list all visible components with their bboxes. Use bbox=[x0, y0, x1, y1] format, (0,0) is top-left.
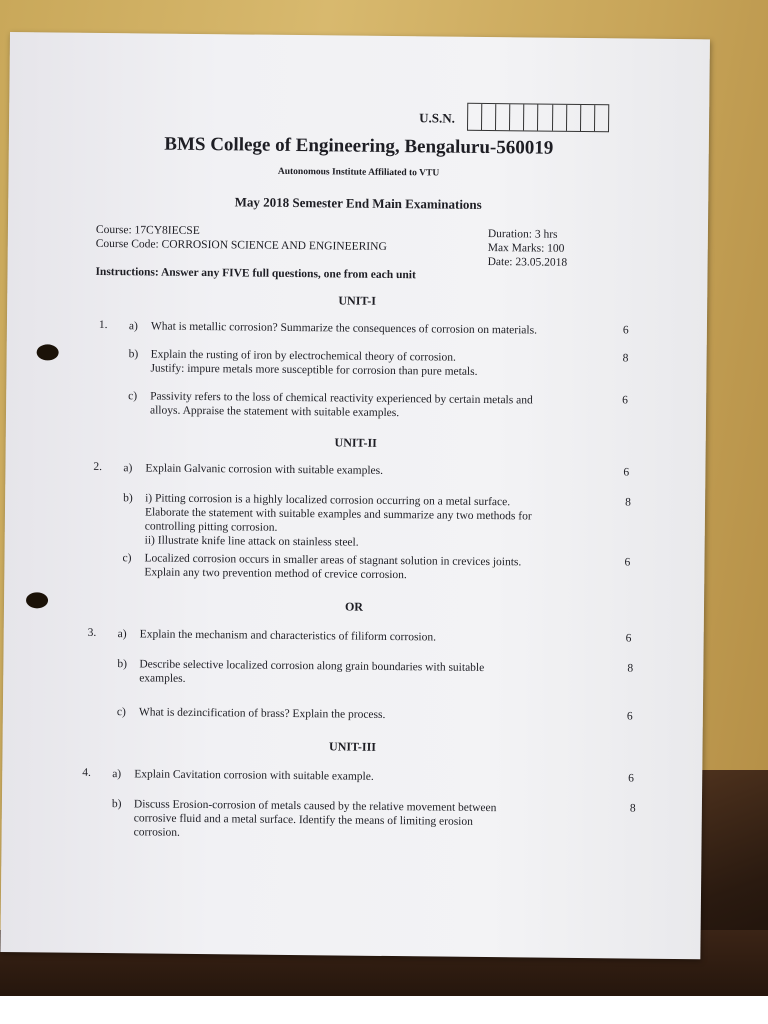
college-title: BMS College of Engineering, Bengaluru-560019 bbox=[164, 133, 554, 159]
marks-4b: 8 bbox=[629, 802, 636, 815]
marks-2b: 8 bbox=[625, 496, 631, 509]
affiliation: Autonomous Institute Affiliated to VTU bbox=[277, 166, 440, 179]
bottom-margin bbox=[0, 996, 768, 1024]
marks-2a: 6 bbox=[623, 466, 630, 479]
unit-1-heading: UNIT-I bbox=[338, 293, 377, 308]
marks-3a: 6 bbox=[625, 632, 632, 645]
usn-boxes bbox=[467, 103, 609, 132]
question-number-3: 3. bbox=[87, 626, 97, 639]
exam-title: May 2018 Semester End Main Examinations bbox=[234, 194, 482, 212]
marks-3c: 6 bbox=[626, 710, 633, 723]
course-code-line: Course Code: CORROSION SCIENCE AND ENGINEERING bbox=[95, 237, 387, 253]
marks-2c: 6 bbox=[624, 556, 631, 569]
marks-1b: 8 bbox=[622, 352, 629, 365]
unit-2-heading: UNIT-II bbox=[334, 435, 377, 450]
or-separator: OR bbox=[344, 599, 364, 614]
duration: Duration: 3 hrs bbox=[487, 228, 558, 241]
question-number-1: 1. bbox=[98, 318, 108, 332]
exam-paper: U.S.N. BMS College of Engineering, Bengaluru-560019 Autonomous Institute Affiliated to VTU May 2018 Semester End Main Examinations Course: 17CY8IECSE Course Code: CORROSION SCIENCE AND ENGINEERING Duration: 3 hrs Max Marks: 100 Date: 23.05.2018 Instructions: Answer any FIVE full questions, one from each unit UNIT-I 1. a) What is metallic corrosion? Summarize the consequences of corrosion on materials. 6 b) Explain the rusting of iron by electrochemical theory of corrosion. Justify: impure metals more susceptible for corrosion than pure metals. 8 c) Passivity refers to the loss of chemical reactivity experienced by certain metals and alloys. Appraise the statement with suitable examples. 6 UNIT-II 2. a) Explain Galvanic corrosion with suitable examples. 6 b) i) Pitting corrosion is a highly localized corrosion occurring on a metal surface. Elaborate the statement with suitable examples and summarize any two methods for controlling pitting corrosion. ii) Illustrate knife line attack on stainless steel. 8 c) Localized corrosion occurs in smaller areas of stagnant solution in crevices joints. Explain any two prevention method of crevice corrosion. 6 OR 3. a) Explain the mechanism and characteristics of filiform corrosion. 6 b) Describe selective localized corrosion along grain boundaries with suitable examples. 8 c) What is dezincification of brass? Explain the process. 6 UNIT-III 4. a) Explain Cavitation corrosion with suitable example. 6 b) Discuss Erosion-corrosion of metals caused by the relative movement between corrosive fluid and a metal surface. Identify the means of limiting erosion corrosion. 8 bbox=[0, 32, 710, 959]
marks-3b: 8 bbox=[627, 662, 634, 675]
usn-label: U.S.N. bbox=[419, 110, 455, 126]
unit-3-heading: UNIT-III bbox=[328, 739, 377, 754]
marks-1c: 6 bbox=[622, 394, 628, 407]
question-number-4: 4. bbox=[82, 766, 91, 779]
question-number-2: 2. bbox=[93, 460, 103, 473]
course-line: Course: 17CY8IECSE bbox=[95, 223, 200, 237]
marks-1a: 6 bbox=[622, 324, 629, 337]
punch-hole-top bbox=[37, 344, 59, 360]
exam-date: Date: 23.05.2018 bbox=[487, 256, 568, 269]
marks-4a: 6 bbox=[628, 772, 635, 785]
instructions: Instructions: Answer any FIVE full questions, one from each unit bbox=[95, 265, 416, 282]
max-marks: Max Marks: 100 bbox=[487, 242, 565, 255]
